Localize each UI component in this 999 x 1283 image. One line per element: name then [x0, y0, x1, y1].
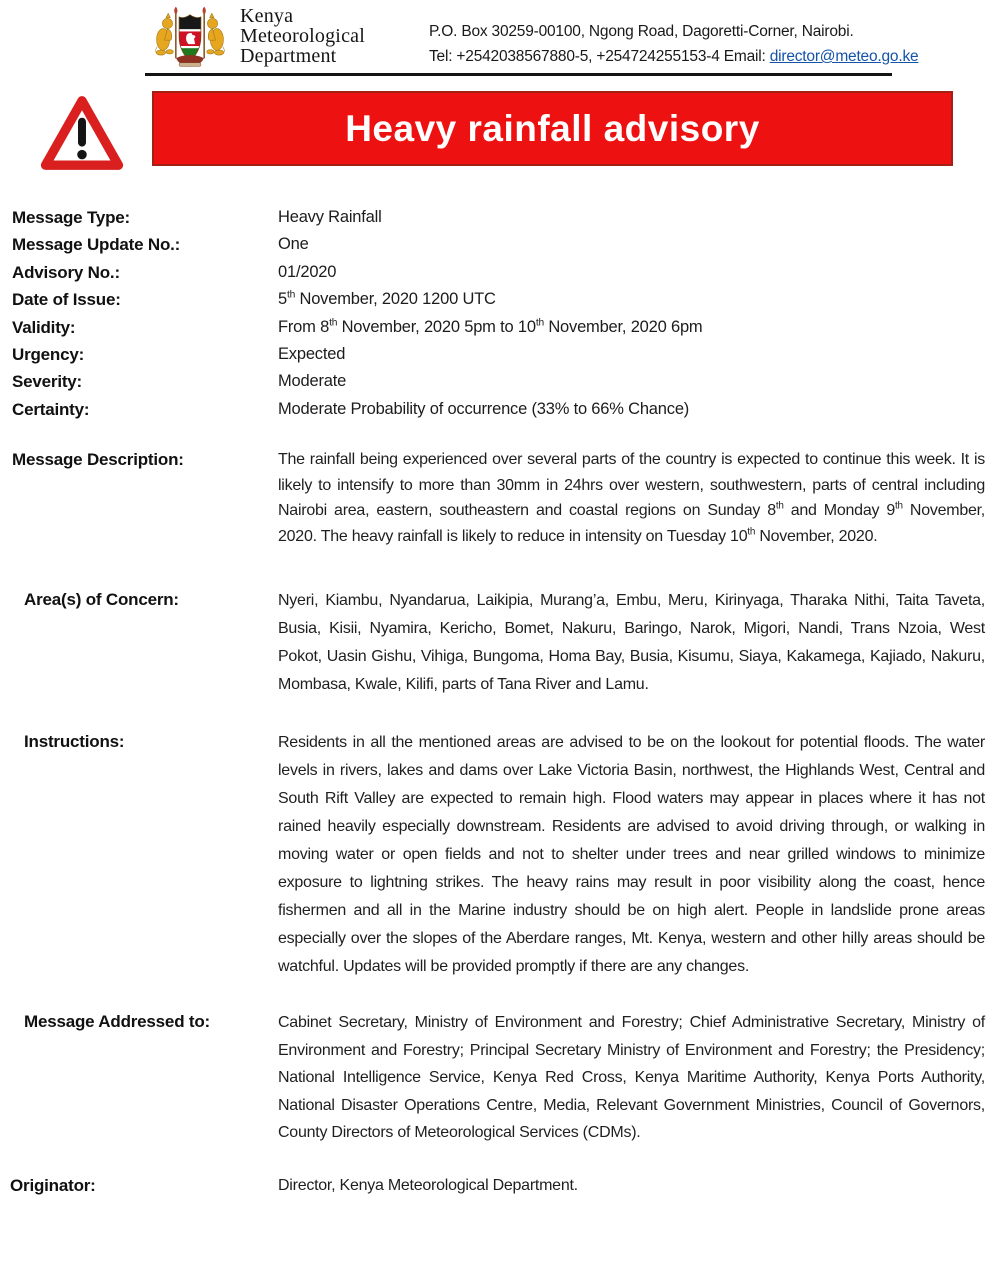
- section-text: Cabinet Secretary, Ministry of Environment and Forestry; Chief Administrative Secretary, Ministry of Environment and Forestry; Principal Secretary Ministry of Environment and Forestry; the Presidency; National Intelligence Service, Kenya Red Cross, Kenya Maritime Authority, Kenya Ports Authority, National Disaster Operations Centre, Media, Relevant Government Ministries, Council of Governors, County Directors of Meteorological Services (CDMs).: [278, 1014, 985, 1142]
- section-message-addressed-to: [0, 1009, 999, 1147]
- kenya-coat-of-arms-icon: [150, 6, 230, 70]
- advisory-banner: [152, 91, 953, 166]
- field-value: From 8th November, 2020 5pm to 10th November, 2020 6pm: [278, 317, 703, 336]
- tel-line: [429, 44, 918, 69]
- field-value: Moderate Probability of occurrence (33% to 66% Chance): [278, 399, 690, 418]
- field-value: One: [278, 235, 309, 254]
- field-row-validity: [0, 314, 999, 341]
- org-name-line: Meteorological: [240, 25, 365, 47]
- field-label: Date of Issue:: [12, 290, 121, 310]
- document-header: [0, 0, 999, 70]
- section-label: Instructions:: [24, 732, 125, 752]
- org-name-line: Kenya: [240, 5, 294, 27]
- field-row-severity: [0, 368, 999, 395]
- section-label: Message Description:: [12, 450, 184, 470]
- section-text: Nyeri, Kiambu, Nyandarua, Laikipia, Murang’a, Embu, Meru, Kirinyaga, Tharaka Nithi, Taita Taveta, Busia, Kisii, Nyamira, Kericho, Bomet, Nakuru, Baringo, Narok, Migori, Nandi, Trans Nzoia, West Pokot, Uasin Gishu, Vihiga, Bungoma, Homa Bay, Busia, Kisumu, Siaya, Kakamega, Kajiado, Nakuru, Mombasa, Kwale, Kilifi, parts of Tana River and Lamu.: [278, 592, 985, 694]
- field-value: 5th November, 2020 1200 UTC: [278, 289, 496, 309]
- field-label: Urgency:: [12, 345, 85, 365]
- banner-title: Heavy rainfall advisory: [345, 107, 760, 149]
- section-text: Residents in all the mentioned areas are advised to be on the lookout for potential floods. The water levels in rivers, lakes and dams over Lake Victoria Basin, northwest, the Highlands West, Central and South Rift Valley are expected to remain high. Flood waters may appear in places where it has not rained heavily especially downstream. Residents are advised to avoid driving through, or walking in moving water or open fields and not to shelter under trees and near grilled windows to minimize exposure to lightning strikes. The heavy rains may result in poor visibility along the coast, hence fishermen and all in the Marine industry should be on high alert. People in landslide prone areas especially over the slopes of the Aberdare ranges, Mt. Kenya, western and other hilly areas should be watchful. Updates will be provided promptly if there are any changes.: [278, 734, 985, 976]
- field-label: Advisory No.:: [12, 262, 120, 282]
- field-row-urgency: [0, 341, 999, 368]
- section-areas-of-concern: [0, 587, 999, 699]
- section-label: Area(s) of Concern:: [24, 590, 179, 610]
- field-row-message-type: [0, 204, 999, 231]
- banner-row: [0, 90, 999, 194]
- header-divider: [145, 73, 892, 76]
- org-name: [240, 6, 415, 66]
- section-message-description: [0, 447, 999, 549]
- field-label: Certainty:: [12, 399, 90, 419]
- field-value: Moderate: [278, 372, 347, 391]
- section-instructions: [0, 729, 999, 981]
- field-row-date-of-issue: [0, 286, 999, 313]
- field-label: Message Update No.:: [12, 235, 181, 255]
- metadata-fields: [0, 204, 999, 423]
- contact-info: [429, 6, 918, 69]
- field-value: Expected: [278, 345, 346, 364]
- field-label: Severity:: [12, 372, 83, 392]
- field-label: Message Type:: [12, 208, 131, 227]
- section-label: Originator:: [10, 1175, 96, 1195]
- field-row-advisory-no: [0, 259, 999, 286]
- org-name-line: Department: [240, 45, 337, 67]
- email-link[interactable]: director@meteo.go.ke: [769, 48, 919, 65]
- section-text: The rainfall being experienced over several parts of the country is expected to continue this week. It is likely to intensify to more than 30mm in 24hrs over western, southwestern, parts of central including Nairobi area, eastern, southeastern and coastal regions on Sunday 8th and Monday 9th November, 2020. The heavy rainfall is likely to reduce in intensity on Tuesday 10th November, 2020.: [278, 451, 985, 545]
- field-row-certainty: [0, 396, 999, 423]
- field-value: 01/2020: [278, 262, 337, 281]
- field-value: Heavy Rainfall: [278, 208, 382, 226]
- field-row-message-update-no: [0, 231, 999, 258]
- field-label: Validity:: [12, 317, 76, 337]
- section-label: Message Addressed to:: [24, 1012, 211, 1032]
- warning-triangle-icon: [38, 94, 126, 172]
- section-text: Director, Kenya Meteorological Department.: [278, 1176, 578, 1194]
- address-line: P.O. Box 30259-00100, Ngong Road, Dagoretti-Corner, Nairobi.: [429, 23, 854, 40]
- section-originator: [0, 1173, 999, 1200]
- tel-text: Tel: +2542038567880-5, +254724255153-4 Email:: [429, 48, 770, 65]
